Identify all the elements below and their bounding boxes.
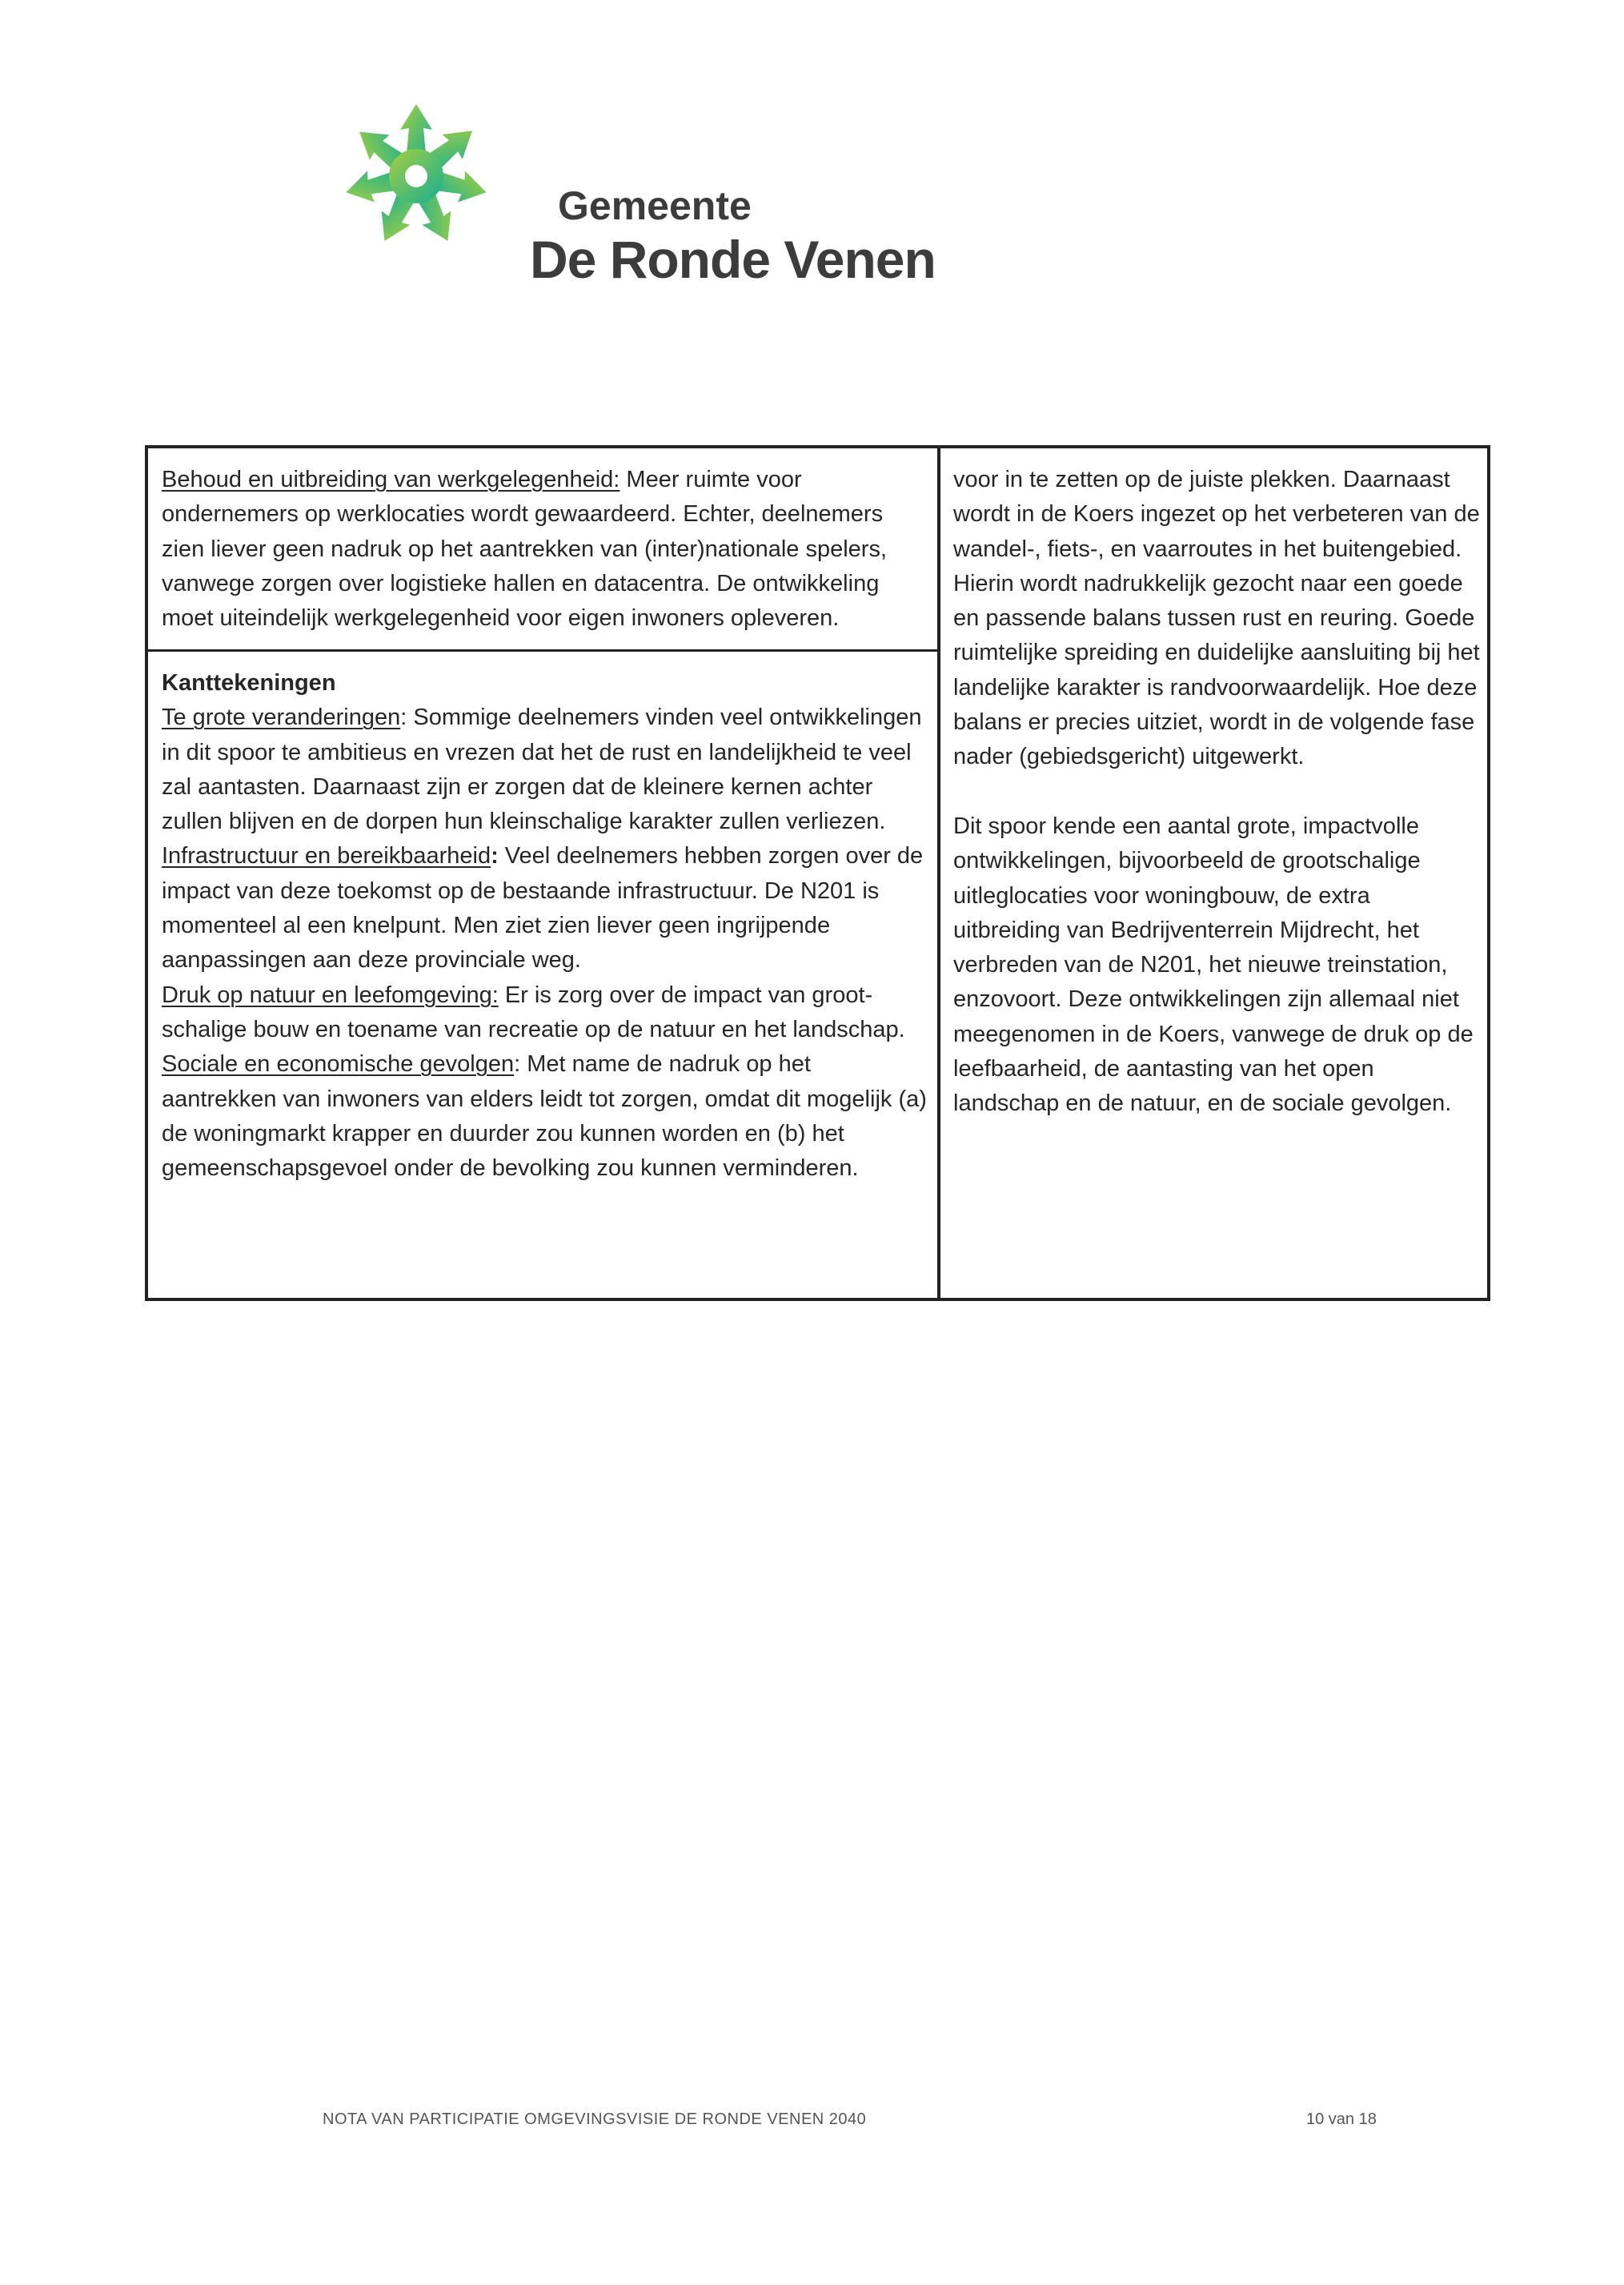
employment-heading: Behoud en uitbreiding van werkgelegenheid: [162,467,620,492]
employment-paragraph [162,463,932,636]
footer-page-number: 10 van 18 [1306,2110,1377,2128]
remark-item [162,1047,932,1186]
remark-heading: Sociale en economische gevolgen [162,1051,515,1078]
employment-cell [148,448,937,652]
paragraph-spacer [953,775,1482,809]
snowflake-star-logo-icon [314,102,530,263]
footer-document-title: NOTA VAN PARTICIPATIE OMGEVINGSVISIE DE RONDE VENEN 2040 [323,2110,867,2128]
remarks-block [162,666,932,1186]
developments-paragraph: Dit spoor kende een aantal grote, impactvolle ontwikkelingen, bijvoorbeeld de grootschalige uitleglocaties voor woningbouw, de extra uitbreiding van Bedrijventerrein Mijdrecht, het verbreden van de N201, het nieuwe treinstation, enzovoort. Deze ontwikkelingen zijn allemaal niet meegenomen in de Koers, vanwege de druk op de leefbaarheid, de aantasting van het open landschap en de natuur, en de sociale gevolgen. [953,813,1474,1117]
remark-heading: Infrastructuur en bereikbaarheid [162,843,491,869]
employment-text: Meer ruimte voor ondernemers op werklocaties wordt gewaardeerd. Echter, deelnemers zien liever geen nadruk op het aantrekken van (inter)nationale spelers, vanwege zorgen over logistieke hallen en datacentra. De ontwikkeling moet uiteindelijk werkgelegenheid voor eigen inwoners opleveren. [162,467,887,632]
remark-text: Veel deelnemers hebben zorgen over de impact van deze toekomst op de bestaande infrastructuur. De N201 is momenteel al een knelpunt. Men ziet zien liever geen ingrijpende aanpassingen aan deze provinciale weg. [162,843,924,974]
remark-item [162,701,932,839]
remark-separator: : [514,1051,521,1078]
remark-item [162,839,932,978]
remark-text: Er is zorg over de impact van groot-schalige bouw en toename van recreatie op de natuur en het landschap. [162,982,905,1042]
left-column [148,448,940,1298]
remark-separator: : [400,705,407,731]
remark-text: Sommige deelnemers vinden veel ontwikkelingen in dit spoor te ambitieus en vrezen dat het de rust en landelijkheid te veel zal aantasten. Daarnaast zijn er zorgen dat de kleinere kernen achter zullen blijven en de dorpen hun kleinschalige karakter zullen verliezen. [162,705,922,835]
koers-paragraph: voor in te zetten op de juiste plekken. Daarnaast wordt in de Koers ingezet op het verbeteren van de wandel-, fiets-, en vaarroutes in het buitengebied. Hierin wordt nadrukkelijk gezocht naar een goede en passende balans tussen rust en reuring. Goede ruimtelijke spreiding en duidelijke aansluiting bij het landelijke karakter is randvoorwaardelijk. Hoe deze balans er precies uitziet, wordt in de volgende fase nader (gebiedsgericht) uitgewerkt. [953,467,1480,770]
remark-heading: Druk op natuur en leefomgeving: [162,982,499,1008]
logo-text-gemeente: Gemeente [558,183,752,228]
remarks-title: Kanttekeningen [162,670,336,696]
content-table [145,445,1490,1301]
remark-heading: Te grote veranderingen [162,705,401,731]
right-column [940,448,1487,1298]
logo-text-municipality-name: De Ronde Venen [530,230,936,289]
municipality-logo [314,102,1034,303]
remark-separator: : [491,843,499,869]
right-text-block [953,463,1482,1122]
remark-text: Met name de nadruk op het aantrekken van inwoners van elders leidt tot zorgen, omdat dit mogelijk (a) de woningmarkt krapper en duurder zou kunnen worden en (b) het gemeenschapsgevoel onder de bevolking zou kunnen verminderen. [162,1051,927,1182]
remark-item [162,978,932,1048]
